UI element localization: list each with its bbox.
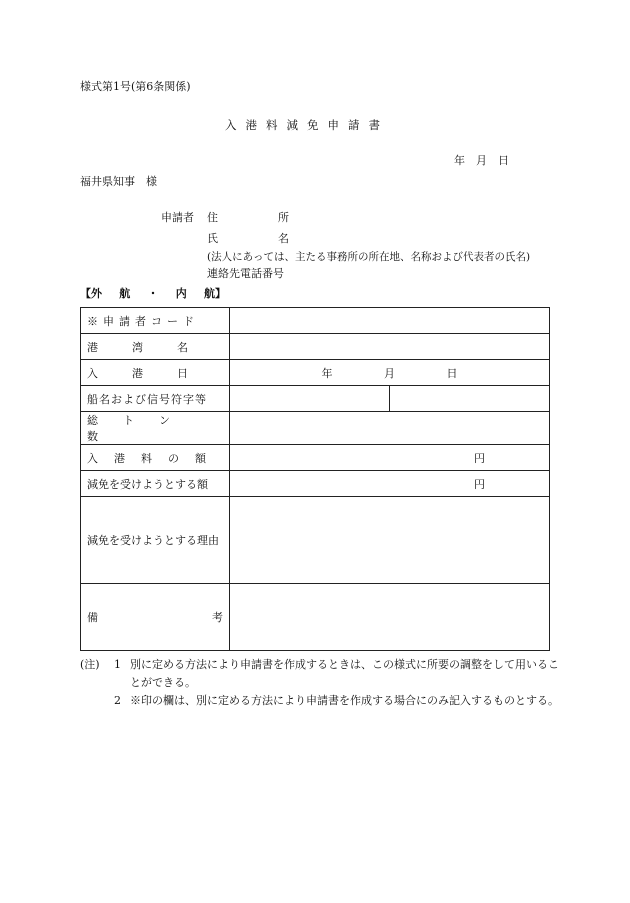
note-text: 別に定める方法により申請書を作成するときは、この様式に所要の調整をして用いることができる。 — [130, 658, 559, 689]
table-row — [81, 386, 550, 412]
application-date: 年 月 日 — [454, 154, 509, 167]
phone-label: 連絡先電話番号 — [207, 267, 284, 280]
entry-date-label: 入港日 — [81, 360, 230, 386]
entry-fee-field[interactable] — [230, 445, 550, 471]
notes — [80, 656, 560, 710]
reduction-amount-field[interactable] — [230, 471, 550, 497]
name-label: 氏 名 — [207, 232, 289, 245]
reason-field[interactable] — [230, 497, 550, 584]
note-item: 2 ※印の欄は、別に定める方法により申請書を作成する場合にのみ記入するものとする。 — [80, 692, 560, 710]
table-row — [81, 584, 550, 651]
reason-label: 減免を受けようとする理由 — [81, 497, 230, 584]
ship-name-label: 船名および信号符字等 — [81, 386, 230, 412]
address-label: 住 所 — [207, 211, 289, 224]
entry-date-field[interactable]: 年 月 日 — [230, 360, 550, 386]
remarks-label: 備 考 — [81, 584, 230, 651]
yen-unit: 円 — [474, 451, 485, 465]
table-row — [81, 497, 550, 584]
reduction-amount-label: 減免を受けようとする額 — [81, 471, 230, 497]
table-row — [81, 334, 550, 360]
corporate-note: (法人にあっては、主たる事務所の所在地、名称および代表者の氏名) — [207, 251, 531, 263]
yen-unit: 円 — [474, 477, 485, 491]
applicant-code-field[interactable] — [230, 308, 550, 334]
route-label: 【外 航 ・ 内 航】 — [80, 287, 226, 300]
applicant-label: 申請者 — [161, 211, 194, 224]
notes-heading: (注) — [80, 658, 100, 671]
entry-fee-label: 入港料の額 — [81, 445, 230, 471]
port-name-field[interactable] — [230, 334, 550, 360]
gross-tonnage-label: 総トン数 — [81, 412, 230, 445]
document-title: 入港料減免申請書 — [225, 118, 389, 132]
remarks-field[interactable] — [230, 584, 550, 651]
table-row — [81, 412, 550, 445]
ship-name-field[interactable] — [230, 386, 390, 412]
note-text: ※印の欄は、別に定める方法により申請書を作成する場合にのみ記入するものとする。 — [130, 694, 559, 707]
table-row — [81, 445, 550, 471]
table-row — [81, 360, 550, 386]
gross-tonnage-field[interactable] — [230, 412, 550, 445]
table-row — [81, 471, 550, 497]
recipient: 福井県知事 様 — [80, 175, 157, 188]
signal-code-field[interactable] — [390, 386, 550, 412]
table-row — [81, 308, 550, 334]
application-table — [80, 307, 550, 651]
note-item: (注) 1 別に定める方法により申請書を作成するときは、この様式に所要の調整をして用いることができる。 — [80, 656, 560, 692]
applicant-code-label: ※申請者コード — [81, 308, 230, 334]
port-name-label: 港湾名 — [81, 334, 230, 360]
form-number: 様式第1号(第6条関係) — [80, 80, 191, 93]
